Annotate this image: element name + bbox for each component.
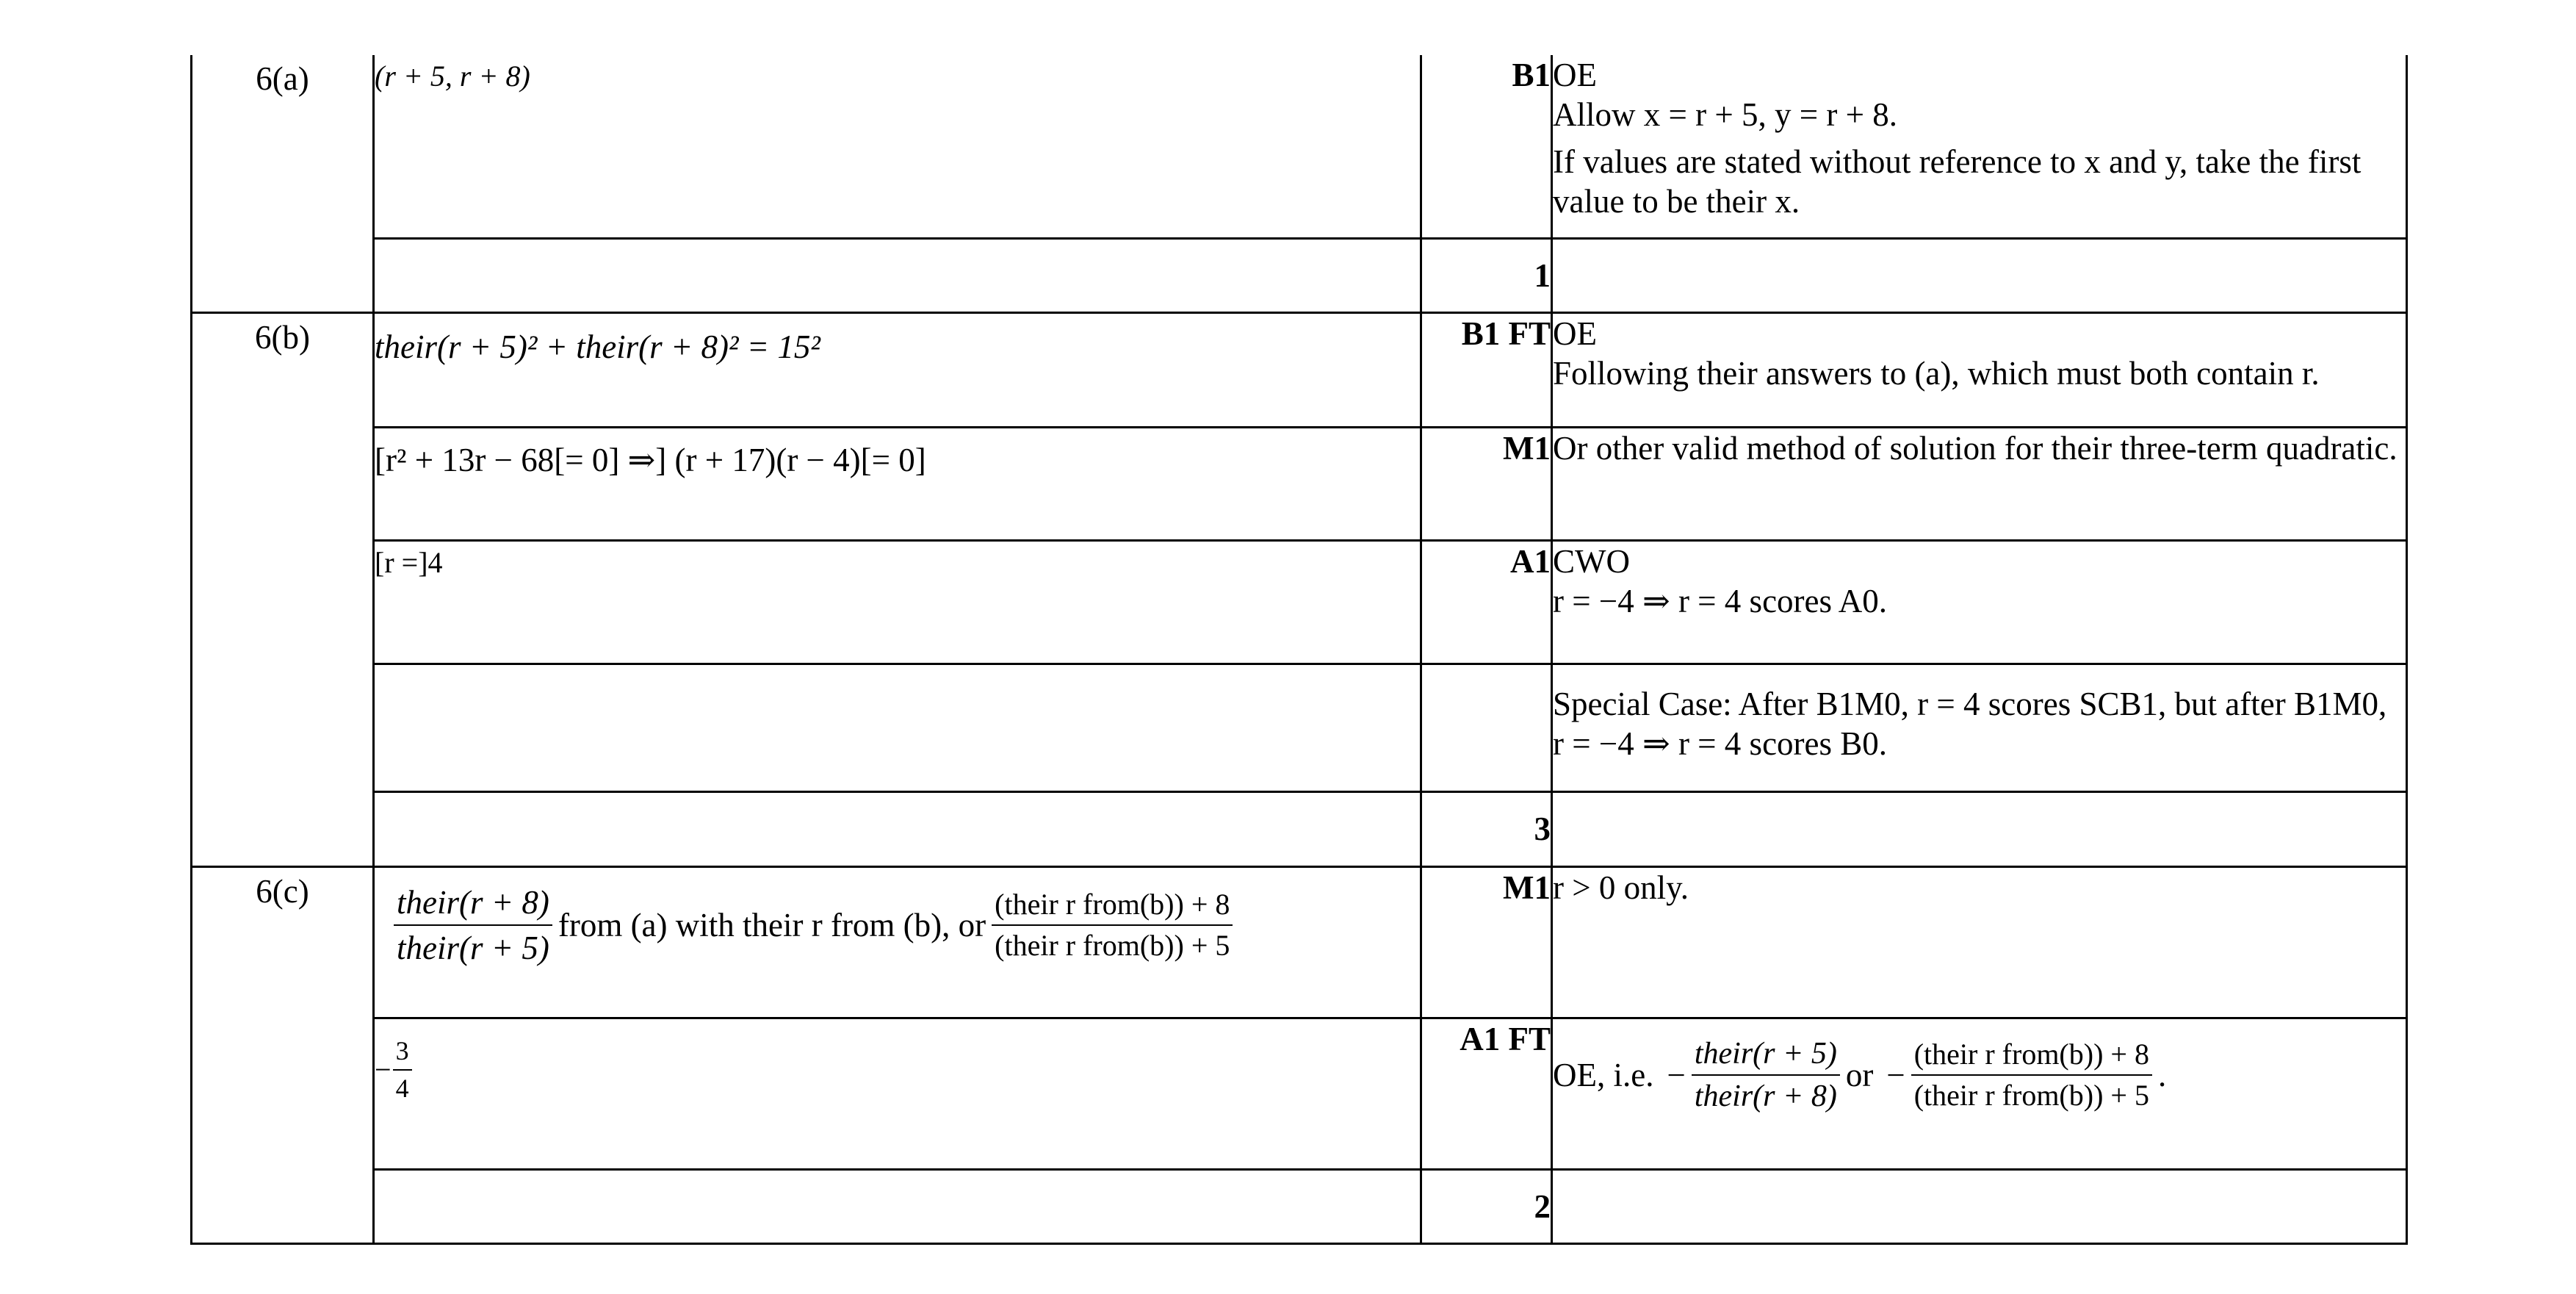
answer-fraction	[394, 883, 552, 968]
guidance-cell	[1552, 1018, 2407, 1169]
minus-sign: −	[375, 1052, 392, 1086]
minus-sign: −	[1667, 1056, 1686, 1093]
fraction-numerator: (their r from(b)) + 8	[992, 887, 1233, 926]
mark-cell-empty	[1421, 664, 1552, 791]
guidance-line: OE	[1553, 57, 1597, 93]
fraction-numerator: their(r + 8)	[394, 883, 552, 926]
mark-label: A1 FT	[1460, 1020, 1551, 1057]
mark-scheme-table	[190, 55, 2408, 1245]
guidance-line: r = −4 ⇒ r = 4 scores A0.	[1553, 582, 1888, 619]
guidance-cell-empty	[1552, 791, 2407, 866]
answer-text: [r² + 13r − 68[= 0] ⇒] (r + 17)(r − 4)[= 0]	[375, 441, 926, 478]
guidance-line: OE	[1553, 314, 1597, 352]
mark-label: M1	[1503, 869, 1551, 906]
guidance-cell	[1552, 866, 2407, 1018]
guidance-cell	[1552, 427, 2407, 540]
fraction-numerator: their(r + 5)	[1692, 1035, 1840, 1076]
guidance-line: If values are stated without reference to x and y, take the first value to be their x.	[1553, 143, 2362, 220]
fraction-numerator: 3	[393, 1035, 412, 1071]
mark-cell	[1421, 427, 1552, 540]
answer-fraction	[992, 887, 1233, 963]
mark-label: B1	[1512, 57, 1551, 93]
question-cell	[192, 866, 374, 1243]
fraction-denominator: 4	[395, 1073, 409, 1103]
guidance-line: r > 0 only.	[1553, 869, 1689, 906]
guidance-cell	[1552, 55, 2407, 238]
answer-fraction	[393, 1035, 412, 1104]
answer-cell-empty	[374, 791, 1421, 866]
answer-cell	[374, 1018, 1421, 1169]
mark-cell	[1421, 312, 1552, 427]
minus-sign: −	[1886, 1056, 1905, 1093]
guidance-line: CWO	[1553, 542, 1630, 580]
answer-text: their(r + 5)² + their(r + 8)² = 15²	[375, 328, 820, 365]
total-marks: 3	[1534, 810, 1551, 847]
question-label: 6(a)	[256, 60, 309, 97]
answer-text: from (a) with their r from (b), or	[558, 906, 986, 943]
question-label: 6(b)	[255, 318, 310, 356]
answer-expression	[388, 883, 1420, 968]
total-marks: 2	[1534, 1187, 1551, 1225]
guidance-cell-empty	[1552, 1169, 2407, 1243]
fraction-denominator: their(r + 5)	[397, 929, 549, 966]
mark-label: M1	[1503, 429, 1551, 467]
answer-cell	[374, 540, 1421, 664]
guidance-line: Allow x = r + 5, y = r + 8.	[1553, 96, 1897, 133]
total-marks: 1	[1534, 256, 1551, 294]
mark-cell	[1421, 540, 1552, 664]
guidance-fraction	[1911, 1037, 2152, 1113]
question-cell	[192, 312, 374, 866]
full-stop: .	[2157, 1056, 2167, 1093]
question-label: 6(c)	[256, 872, 309, 910]
fraction-denominator: their(r + 8)	[1694, 1079, 1837, 1113]
guidance-fraction	[1692, 1035, 1840, 1115]
mark-cell	[1421, 55, 1552, 238]
mark-cell	[1421, 1018, 1552, 1169]
fraction-denominator: (their r from(b)) + 5	[995, 928, 1230, 962]
answer-cell	[374, 866, 1421, 1018]
answer-cell-empty	[374, 238, 1421, 312]
fraction-numerator: (their r from(b)) + 8	[1911, 1037, 2152, 1076]
guidance-text: or	[1845, 1056, 1874, 1093]
mark-label: A1	[1510, 542, 1551, 580]
answer-text: (r + 5, r + 8)	[375, 60, 530, 93]
mark-label: B1 FT	[1461, 314, 1551, 352]
fraction-denominator: (their r from(b)) + 5	[1913, 1078, 2149, 1112]
total-cell	[1421, 791, 1552, 866]
guidance-expression	[1553, 1035, 2406, 1115]
answer-cell-empty	[374, 664, 1421, 791]
total-cell	[1421, 238, 1552, 312]
question-cell	[192, 55, 374, 312]
guidance-cell-empty	[1552, 238, 2407, 312]
guidance-cell	[1552, 664, 2407, 791]
answer-cell	[374, 427, 1421, 540]
guidance-line: Following their answers to (a), which must both contain r.	[1553, 354, 2320, 392]
guidance-line: Or other valid method of solution for their three-term quadratic.	[1553, 429, 2398, 467]
answer-text: [r =]4	[375, 545, 443, 579]
guidance-text: OE, i.e.	[1553, 1056, 1654, 1093]
answer-cell	[374, 312, 1421, 427]
mark-cell	[1421, 866, 1552, 1018]
answer-cell	[374, 55, 1421, 238]
answer-expression	[375, 1035, 1420, 1104]
guidance-cell	[1552, 540, 2407, 664]
special-case-note: Special Case: After B1M0, r = 4 scores SCB1, but after B1M0, r = −4 ⇒ r = 4 scores B0.	[1553, 685, 2387, 762]
guidance-cell	[1552, 312, 2407, 427]
answer-cell-empty	[374, 1169, 1421, 1243]
total-cell	[1421, 1169, 1552, 1243]
